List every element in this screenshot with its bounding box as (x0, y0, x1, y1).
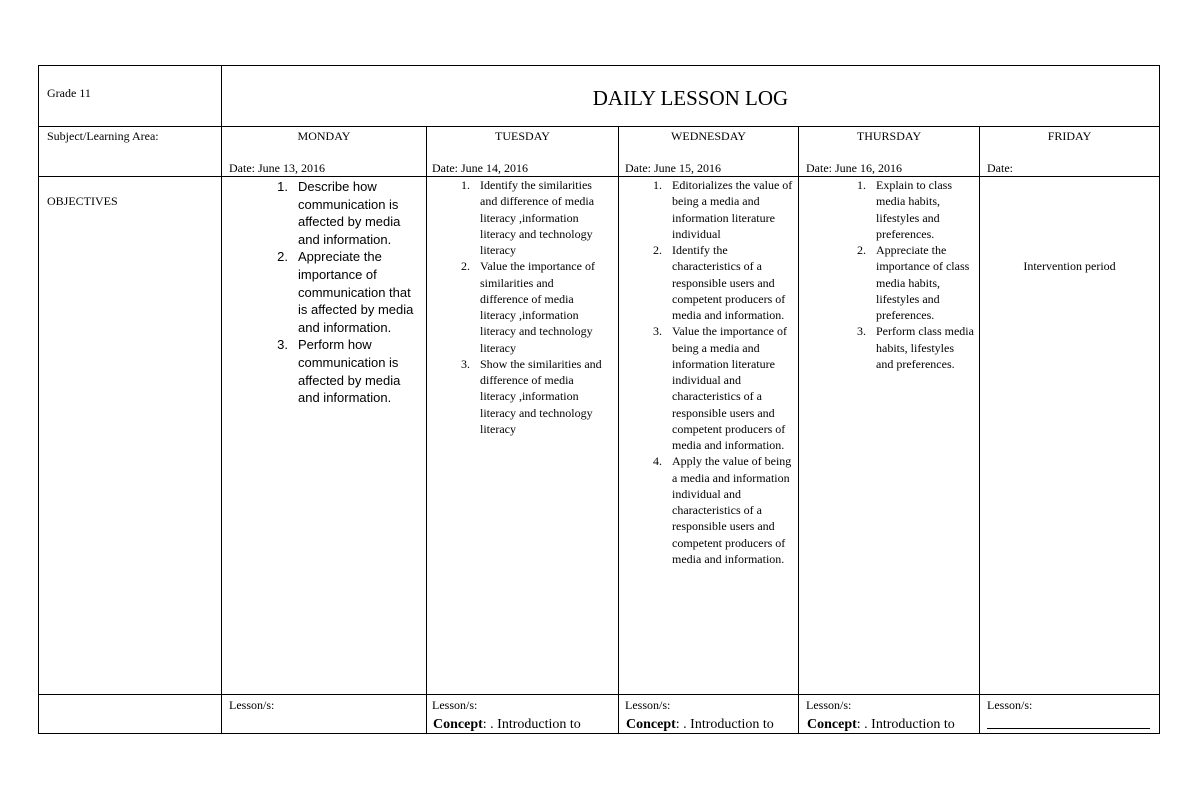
day-tuesday: TUESDAY (495, 129, 550, 143)
list-item: 2. Appreciate the importance of class media habits, lifestyles and preferences. (857, 243, 970, 322)
day-thursday: THURSDAY (856, 129, 922, 143)
list-item: 1. Explain to class media habits, lifestyles and preferences. (857, 178, 952, 241)
wednesday-thursday-divider (798, 126, 799, 734)
date-wednesday: Date: June 15, 2016 (625, 161, 721, 175)
table-left-border (38, 65, 39, 734)
list-item: 2. Value the importance of similarities and difference of media literacy ,information literacy and technology literacy (461, 259, 595, 355)
date-monday: Date: June 13, 2016 (229, 161, 325, 175)
lesson-label-wednesday: Lesson/s: (625, 698, 671, 712)
tuesday-objectives-list (461, 177, 604, 437)
page-title: DAILY LESSON LOG (592, 86, 789, 110)
list-item: 1. Identify the similarities and difference of media literacy ,information literacy and technology literacy (461, 178, 595, 257)
subject-label: Subject/Learning Area: (47, 129, 159, 143)
thursday-objectives-list (857, 177, 974, 372)
concept-thursday: Concept: . Introduction to (807, 717, 955, 732)
thursday-friday-divider (979, 126, 980, 734)
table-right-border (1159, 65, 1160, 734)
day-wednesday: WEDNESDAY (671, 129, 746, 143)
tuesday-wednesday-divider (618, 126, 619, 734)
concept-tuesday: Concept: . Introduction to (433, 717, 581, 732)
list-item: 3. Value the importance of being a media and information literature individual and characteristics of a responsible users and competent producers of media and information. (653, 324, 787, 452)
lesson-label-tuesday: Lesson/s: (432, 698, 478, 712)
list-item: 2. Appreciate the importance of communication that is affected by media and information. (277, 249, 414, 335)
day-friday: FRIDAY (1047, 129, 1092, 143)
list-item: 4. Apply the value of being a media and information individual and characteristics of a responsible users and competent producers of media and information. (653, 454, 792, 566)
objectives-label: OBJECTIVES (47, 194, 118, 208)
day-monday: MONDAY (297, 129, 351, 143)
monday-objectives-list (277, 178, 416, 407)
list-item: 1. Editorializes the value of being a media and information literature individual (653, 178, 793, 241)
list-item: 3. Show the similarities and difference of media literacy ,information literacy and technology literacy (461, 356, 602, 436)
lesson-label-thursday: Lesson/s: (806, 698, 852, 712)
table-bottom-border (38, 733, 1160, 734)
friday-lesson-blank-line (987, 728, 1150, 729)
list-item: 1. Describe how communication is affected by media and information. (277, 179, 401, 247)
grade-label: Grade 11 (47, 86, 91, 100)
table-top-border (38, 65, 1160, 66)
list-item: 3. Perform class media habits, lifestyles and preferences. (857, 324, 974, 371)
list-item: 3. Perform how communication is affected by media and information. (277, 337, 401, 406)
header-row-divider (38, 126, 1160, 127)
lesson-label-monday: Lesson/s: (229, 698, 275, 712)
objectives-row-divider (38, 694, 1160, 695)
list-item: 2. Identify the characteristics of a responsible users and competent producers of media and information. (653, 243, 786, 322)
date-tuesday: Date: June 14, 2016 (432, 161, 528, 175)
lesson-label-friday: Lesson/s: (987, 698, 1033, 712)
date-thursday: Date: June 16, 2016 (806, 161, 902, 175)
monday-tuesday-divider (426, 126, 427, 734)
friday-objective: Intervention period (1023, 259, 1116, 273)
date-friday: Date: (987, 161, 1013, 175)
concept-wednesday: Concept: . Introduction to (626, 717, 774, 732)
wednesday-objectives-list (653, 177, 796, 567)
label-column-divider (221, 65, 222, 734)
